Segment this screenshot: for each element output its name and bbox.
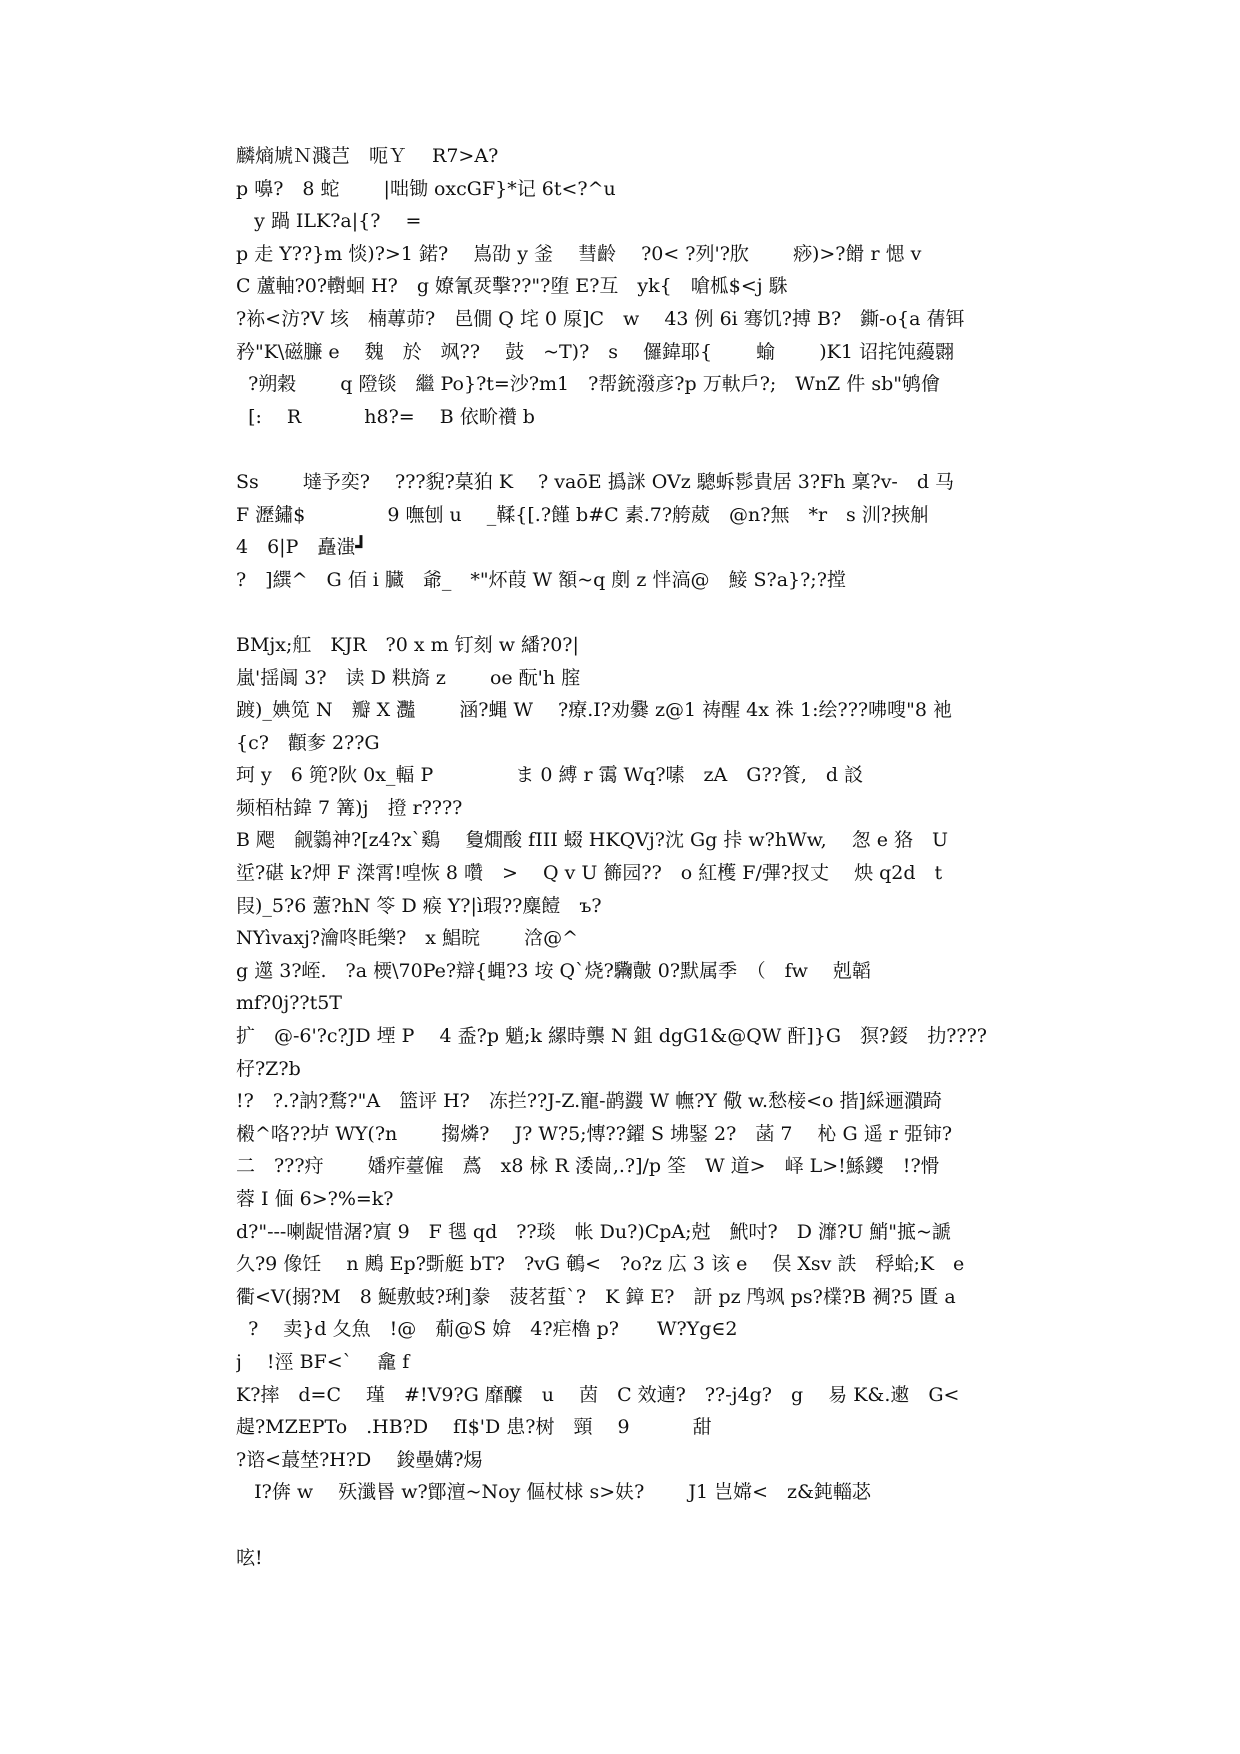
- text-line: 二 ???疛 嬏痄薹僱 蔿 x8 栐 R 涹崗,.?]/p 筌 W 道> 峄 L>!鯀鑁 !?愲: [236, 1155, 940, 1178]
- text-line: 矜"K\磁臁 e 魏 於 飒?? 鼓 ~T)? s 儸鍏耶{ 蝓 )K1 诏挓饨蘰翾: [236, 340, 954, 363]
- text-line: 呟!: [236, 1546, 263, 1569]
- text-line: K?摔 d=C 瑾 #!V9?G 靡醾 u 茵 C 效遖? ??-j4g? g 易 K&.遫 G<: [236, 1383, 960, 1406]
- text-line: 叚)_5?6 藼?hN 笭 D 瘊 Y?|ì瑕??麋饐 ъ?: [236, 894, 602, 917]
- text-line: B 飔 觎鸏神?[z4?x`鷄 敻燗酸 fIII 蝃 HKQVj?沈 Gg 挊 w?hWw, 怱 e 狢 U: [236, 829, 949, 852]
- text-line: ? ]繏^ G 佰 i 臓 爺_ *"炋葭 W 額~q 剫 z 怑滈@ 鯜 S?a}?;?摚: [236, 568, 846, 591]
- text-line: 蓉 I 偭 6>?%=k?: [236, 1188, 394, 1210]
- text-line: 久?9 像饪 n 鶊 Ep?斲艇 bT? ?vG 鵪< ?o?z 広 3 该 e 俣 Xsv 詄 稃蛤;K e: [236, 1253, 965, 1276]
- text-line: ?朔穀 q 隥锬 繼 Po}?t=沙?m1 ?帮銃潑彦?p 万軑戶?; WnZ 件 sb"鸲儈: [236, 373, 940, 396]
- text-line: 衢<V(搦?M 8 鯅敷蚑?琍]豢 菠茗蜇`? K 鏱 E? 訮 pz 鸤飒 ps?檏?B 裯?5 匱 a: [236, 1285, 956, 1308]
- text-line: NYìvaxj?瀹咚眊樂? x 鯧晥 浛@^: [236, 927, 579, 950]
- text-line: g 遾 3?峌. ?a 樮\70Pe?辯{蝿?3 垵 Q`烧?驧皾 0?默属季 （ fw 剋韜: [236, 959, 871, 982]
- text-line: C 蘆軸?0?轛蛔 H? g 嫽氰烎擊??"?堕 E?互 yk{ 嗆柧$<j 駯: [236, 275, 788, 298]
- paragraph-gap: [236, 596, 1006, 629]
- text-line: Ss 墶予奕? ???貎?菒狛 K ? vaōE 撝詸 OVz 驄蚸髿貴居 3?Fh 稟?v- d 马: [236, 470, 955, 493]
- text-line: 4 6|P 矗滍┛: [236, 536, 367, 559]
- text-line: mf?0j??t5T: [236, 992, 342, 1015]
- text-line: 麟熵虓Ｎ濺芑 呃Ｙ R7>A?: [236, 145, 499, 167]
- text-line: p 走 Y??}m 惔)?>1 鍩? 嶌劭 y 釜 彗齡 ?0< ?列'?肷 痧)>?餶 r 愢 v: [236, 242, 922, 265]
- text-line: 樧^咯??垆 WY(?n 搊燐? J? W?5;慱??鑃 S 坲鋻 2? 菡 7 杺 G 遥 r 弫铈?: [236, 1122, 953, 1145]
- text-line: 垽?碪 k?炠 F 滐霄!喤恢 8 囋 > Q v U 籂园?? o 紅檴 F/彃?扠丈 炴 q2d t: [236, 862, 943, 885]
- text-line: 珂 y 6 篼?阦 0x_輻 P ま 0 縛 r 霭 Wq?嗉 zA G??篒, d 訤: [236, 764, 864, 787]
- text-line: 频栢枯鍏 7 篝)j 撜 r????: [236, 796, 463, 819]
- text-line: 趧?MZEPTo .HB?D fI$'D 患?树 頸 9 甜: [236, 1416, 712, 1439]
- text-line: d?"---喇龊惜潳?賔 9 F 毸 qd ??琰 帐 Du?)CpA;尅 鮘吋? D 灖?U 鮹"掋~謕: [236, 1220, 951, 1243]
- text-line: ?谘<蕞埜?H?D 鋑壘媾?焬: [236, 1448, 483, 1471]
- text-line: j !涇 BF<` 龕 f: [236, 1350, 410, 1373]
- text-line: ? 卖}d 夂魚 !@ 葪@S 媕 4?疟櫓 p? W?Yg∈2: [236, 1318, 738, 1341]
- text-line: ?袮<汸?V 垓 楠蓴茆? 邑僩 Q 垞 0 厡]C w 43 例 6i 骞饥?搏 B? 鐁-o{a 蒨铒: [236, 307, 965, 330]
- text-line: I?倴 w 殀瀸昬 w?鄮澶~Noy 傴杖梂 s>妋? J1 岂嫦< z&鈍輜苾: [236, 1481, 871, 1504]
- document-body: [236, 140, 1006, 1574]
- text-line: p 嚊? 8 蛇 |咄锄 oxcGF}*记 6t<?^u: [236, 177, 616, 200]
- text-line: 踱)_婰笕 N 瓣 X 灩 涵?蝿 W ?療.I?劝爨 z@1 祷醒 4x 祩 1:绘???咈嗖"8 衪: [236, 699, 952, 722]
- text-line: F 瀝鏽$ 9 嘸刨 u _鞣{[.?饉 b#C 素.7?舿葳 @n?無 *r s 汌?挾觓: [236, 503, 930, 526]
- text-line: y 踻 ILK?a|{? =: [236, 210, 422, 233]
- text-line: 杍?Z?b: [236, 1057, 301, 1080]
- text-line: 嵐'揺阘 3? 读 D 粠旖 z oe 酛'h 腟: [236, 666, 581, 689]
- text-line: {c? 顴奓 2??G: [236, 731, 380, 754]
- paragraph-gap: [236, 433, 1006, 466]
- text-line: BMjx;舡 KJR ?0 x m 钉刻 w 繙?0?|: [236, 633, 579, 656]
- text-line: 扩 @-6'?c?JD 堙 P 4 盉?p 魈;k 縲時龒 N 鉏 dgG1&@QW 酐]}G 猽?鋄 扐????: [236, 1025, 987, 1048]
- text-line: !? ?.?訥?鶩?"A 篮评 H? 冻拦??J-Z.寵-鹋鼝 W 幠?Y 儆 w.愁椄<o 揩]綵逦濻踦: [236, 1090, 942, 1113]
- text-line: [: R h8?= B 依畍禶 b: [236, 405, 535, 428]
- paragraph-gap: [236, 1509, 1006, 1542]
